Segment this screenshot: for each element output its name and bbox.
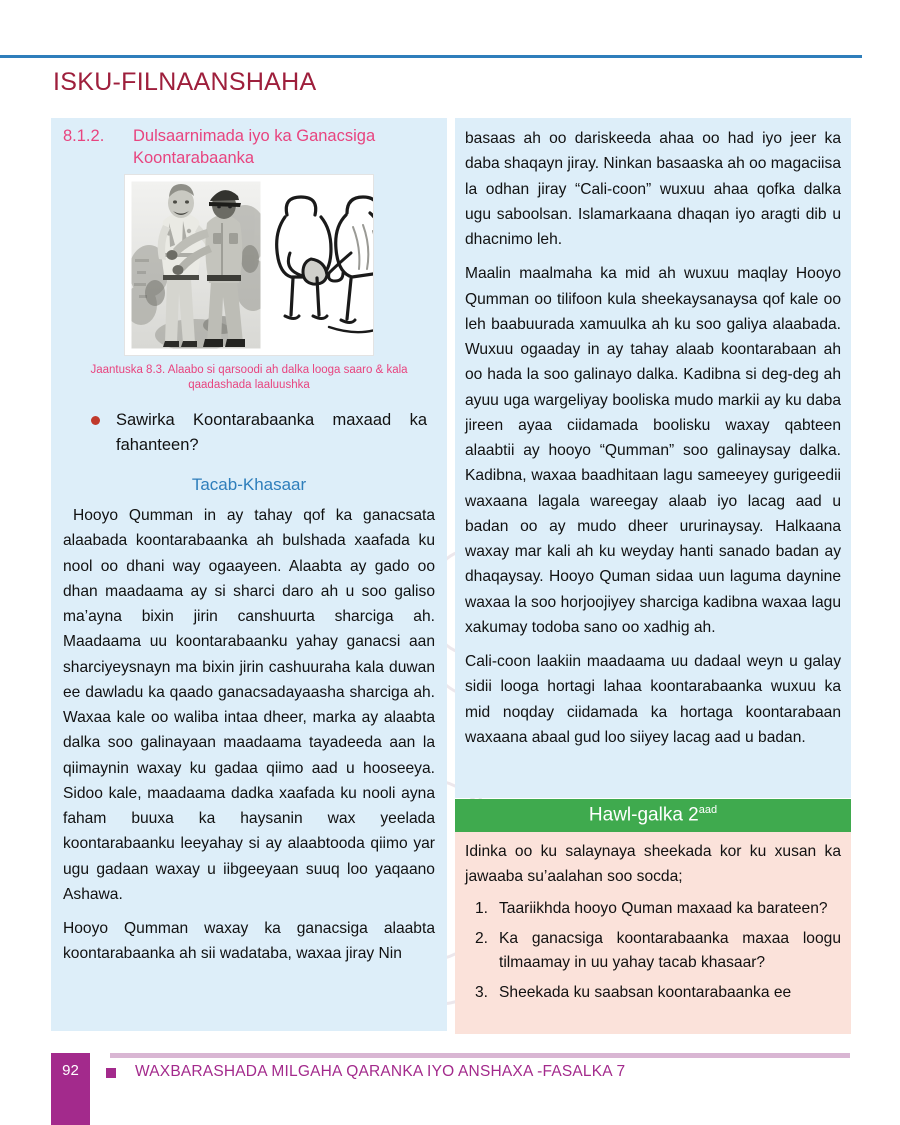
bullet-question-text: Sawirka Koontarabaanka maxaad ka fahanteen? xyxy=(116,410,427,455)
figure-image xyxy=(124,174,374,356)
list-item xyxy=(465,981,841,1006)
activity-question-list xyxy=(465,897,841,1006)
section-title-line2: Koontarabaanka xyxy=(133,148,255,167)
activity-body xyxy=(455,832,851,1034)
activity-box xyxy=(455,799,851,1034)
right-paragraph-1: basaas ah oo dariskeeda ahaa oo had iyo jeer ka daba shaqayn jiray. Ninkan basaaska ah oo magaciisa la odhan jiray “Cali-coon” wuxuu ahaa qofka dalka ugu saboolsan. Islamarkaana dhaqan iyo aragti dib u dhacnimo leh. xyxy=(465,130,841,248)
section-title xyxy=(133,126,435,170)
activity-heading xyxy=(455,799,851,832)
list-item xyxy=(465,897,841,922)
question-number: 2. xyxy=(474,929,488,947)
header-rule xyxy=(0,55,862,58)
list-item xyxy=(465,927,841,976)
left-paragraph-2: Hooyo Qumman waxay ka ganacsiga alaabta koontarabaanka ah sii wadataba, waxaa jiray Nin xyxy=(63,920,435,963)
right-paragraph-3: Cali-coon laakiin maadaama uu dadaal weyn u galay sidii looga hortagi lahaa koontarabaanka wuxuu ka mid noqday ciidamada ka hortaga koontarabaan waxaana abaal gud loo siiyey lacag aad u badan. xyxy=(465,653,841,746)
figure-caption: Jaantuska 8.3. Alaabo si qarsoodi ah dalka looga saaro & kala qaadashada laaluushka xyxy=(90,363,408,392)
section-title-line1: Dulsaarnimada iyo ka Ganacsiga xyxy=(133,127,376,145)
footer-rule xyxy=(110,1053,850,1058)
section-heading xyxy=(63,126,435,170)
activity-heading-ordinal: aad xyxy=(698,804,718,816)
footer-text: WAXBARASHADA MILGAHA QARANKA IYO ANSHAXA -FASALKA 7 xyxy=(135,1063,626,1080)
page-number: 92 xyxy=(62,1062,79,1079)
activity-intro: Idinka oo ku salaynaya sheekada kor ku xusan ka jawaaba su’aalahan soo socda; xyxy=(465,843,841,886)
question-number: 3. xyxy=(474,983,488,1001)
right-paragraph-2: Maalin maalmaha ka mid ah wuxuu maqlay Hooyo Qumman oo tilifoon kula sheekaysanaysa qof kale oo leh baabuurada xamuulka ah ku soo galiya alaabada. Wuxuu ogaaday in ay tahay alaab koontarabaan ah oo hada la soo galinayo dalka. Kadibna si deg-deg ah ayuu uga wargeliyay booliska mudo markii ay ku daba jireen ayaa ciidamada boolisku waxay qabteen alaabtii ay hooyo “Qumman” soo galinaysay dalka. Kadibna, waxaa baadhitaan lagu sameeyey gurigeedii waxaana lagala wareegay alaab iyo lacag aad u badan oo ay mudo dheer ururinaysay. Halkaana waxay mar kali ah ku weyday hanti sanado badan ay dhaqaysay. Hooyo Quman sidaa uun laguma daynine waxaa la soo horjoojiyey sharciga kadibna waxaa lagu xakumay todoba sano oo xadhig ah. xyxy=(465,265,841,636)
question-text: Sheekada ku saabsan koontarabaanka ee xyxy=(499,983,792,1001)
activity-heading-main: Hawl-galka 2 xyxy=(588,804,699,826)
sub-heading: Tacab-Khasaar xyxy=(191,475,307,495)
section-number: 8.1.2. xyxy=(63,127,105,145)
footer-bullet-icon xyxy=(106,1068,116,1078)
bullet-dot-icon xyxy=(91,416,100,425)
page-title: ISKU-FILNAANSHAHA xyxy=(53,68,317,96)
question-number: 1. xyxy=(474,900,488,918)
question-text: Ka ganacsiga koontarabaanka maxaa loogu tilmaamay in uu yahay tacab khasaar? xyxy=(499,929,841,972)
left-paragraph-1: Hooyo Qumman in ay tahay qof ka ganacsata alaabada koontarabaanka ah bulshada xaafada ku nool oo dhani way ogaayeen. Alaabta ay gado oo dhan maadaama ay si sharci daro ah u soo galiso ma’ayna bixin jirin canshuurta sharciga ah. Maadaama uu koontarabaanku yahay ganacsi aan sharciyeysnayn ma bixin jirin cashuuraha kala duwan ee dawladu ka qaado ganacsadayaasha sharciga ah. Waxaa kale oo waliba intaa dheer, marka ay alaabta dalka soo galinayaan maadaama tayadeeda aan la qiimaynin waxay ku gadaa qiimo aad u hooseeya. Sidoo kale, maadaama dadka xaafada ku nooli ayna faham buuxa ka haysanin wax yeelada koontarabaanku leeyahay si ay alaabtooda qiimo yar ugu gadaan waxay u iibgeeyaan suuq loo yaqaano Ashawa. xyxy=(63,507,435,903)
bullet-question-row xyxy=(91,408,427,459)
question-text: Taariikhda hooyo Quman maxaad ka barateen? xyxy=(499,900,828,918)
left-column-content xyxy=(51,118,447,976)
right-column-content xyxy=(455,118,851,759)
